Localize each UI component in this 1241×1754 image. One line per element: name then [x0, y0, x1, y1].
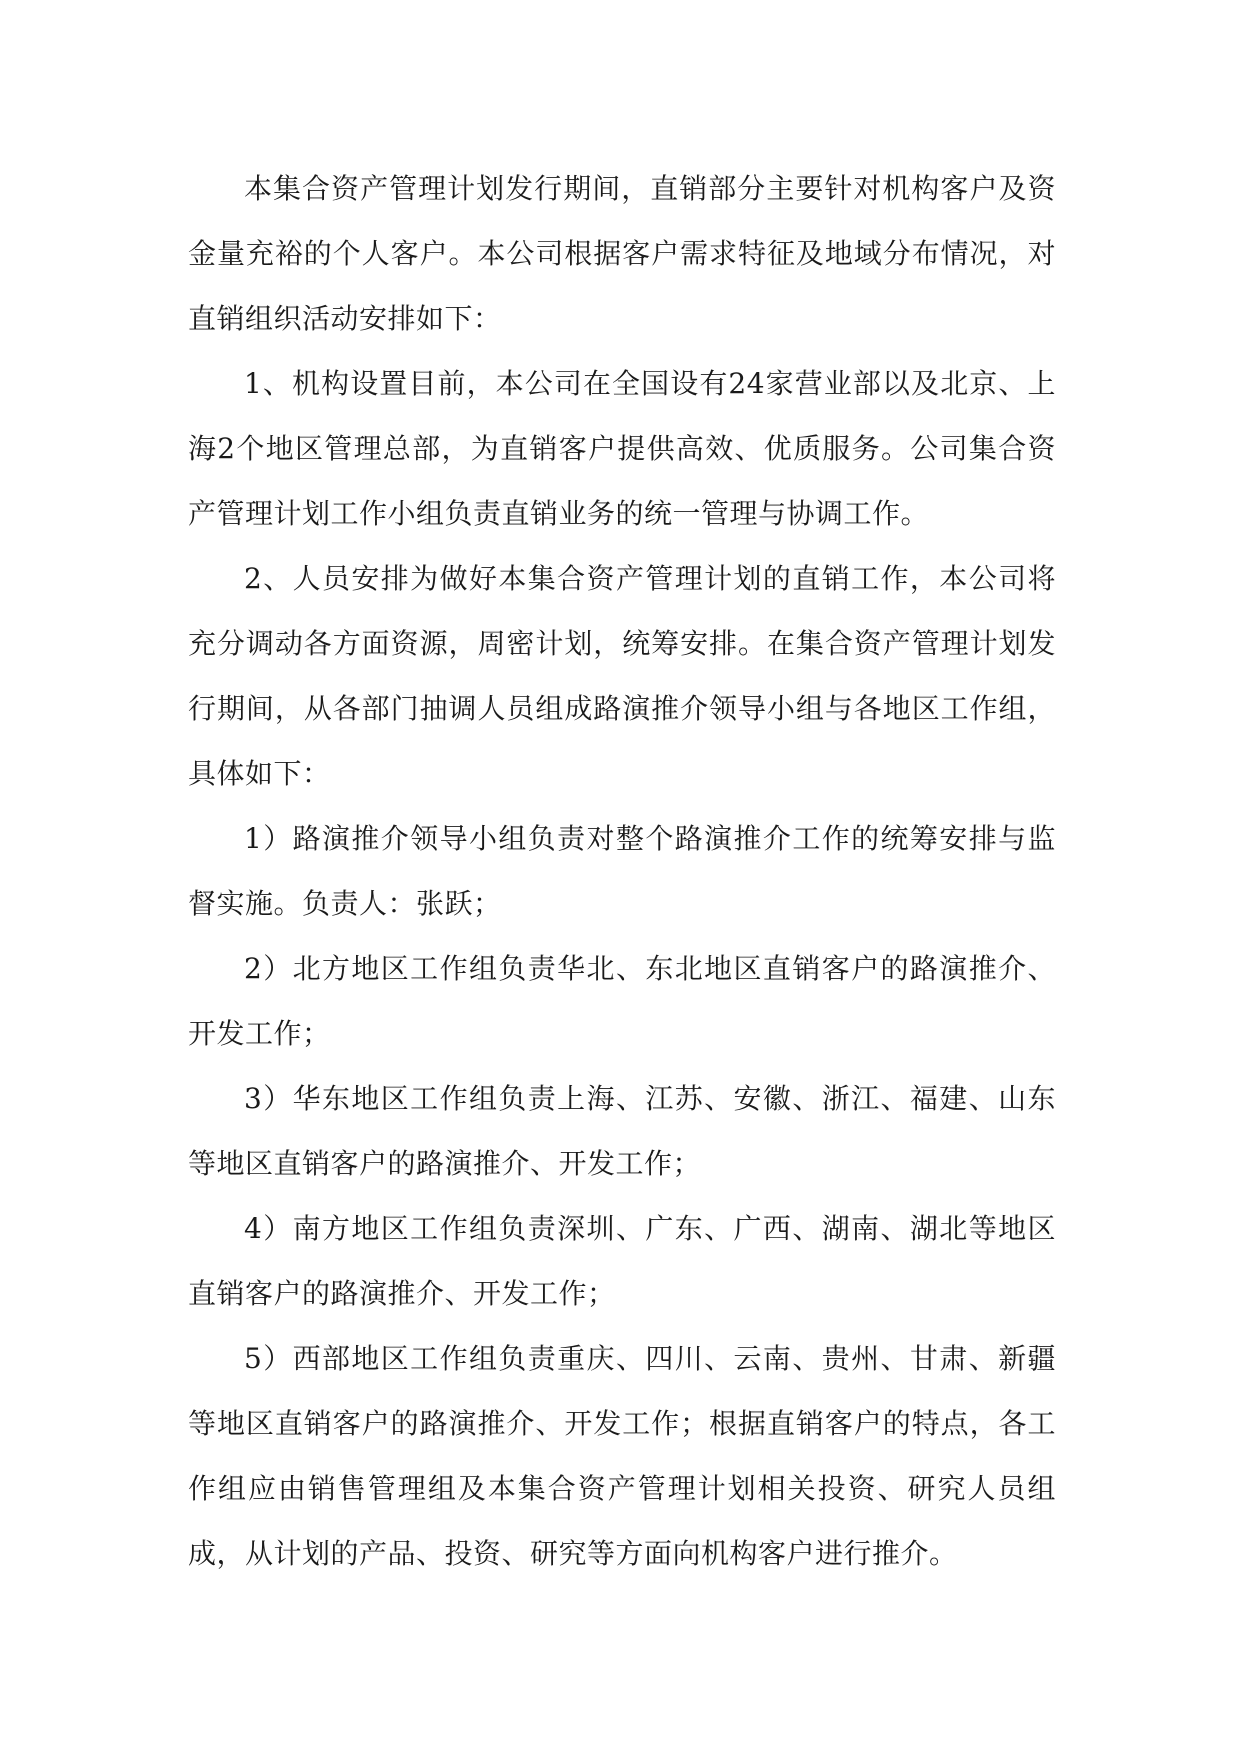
paragraph-east-group: 3）华东地区工作组负责上海、江苏、安徽、浙江、福建、山东等地区直销客户的路演推介、开发工作；	[188, 1082, 1056, 1180]
paragraph-staffing: 2、人员安排为做好本集合资产管理计划的直销工作，本公司将充分调动各方面资源，周密计划，统筹安排。在集合资产管理计划发行期间，从各部门抽调人员组成路演推介领导小组与各地区工作组，具体如下：	[188, 562, 1056, 790]
paragraph-org-setup: 1、机构设置目前，本公司在全国设有24家营业部以及北京、上海2个地区管理总部，为直销客户提供高效、优质服务。公司集合资产管理计划工作小组负责直销业务的统一管理与协调工作。	[188, 367, 1056, 530]
paragraph-leadership-group: 1）路演推介领导小组负责对整个路演推介工作的统筹安排与监督实施。负责人：张跃；	[188, 822, 1056, 920]
document-body	[188, 156, 1056, 1586]
paragraph-intro: 本集合资产管理计划发行期间，直销部分主要针对机构客户及资金量充裕的个人客户。本公司根据客户需求特征及地域分布情况，对直销组织活动安排如下：	[188, 172, 1056, 335]
paragraph-west-group: 5）西部地区工作组负责重庆、四川、云南、贵州、甘肃、新疆等地区直销客户的路演推介、开发工作；根据直销客户的特点，各工作组应由销售管理组及本集合资产管理计划相关投资、研究人员组成，从计划的产品、投资、研究等方面向机构客户进行推介。	[188, 1342, 1056, 1570]
paragraph-north-group: 2）北方地区工作组负责华北、东北地区直销客户的路演推介、开发工作；	[188, 952, 1056, 1050]
paragraph-south-group: 4）南方地区工作组负责深圳、广东、广西、湖南、湖北等地区直销客户的路演推介、开发工作；	[188, 1212, 1056, 1310]
